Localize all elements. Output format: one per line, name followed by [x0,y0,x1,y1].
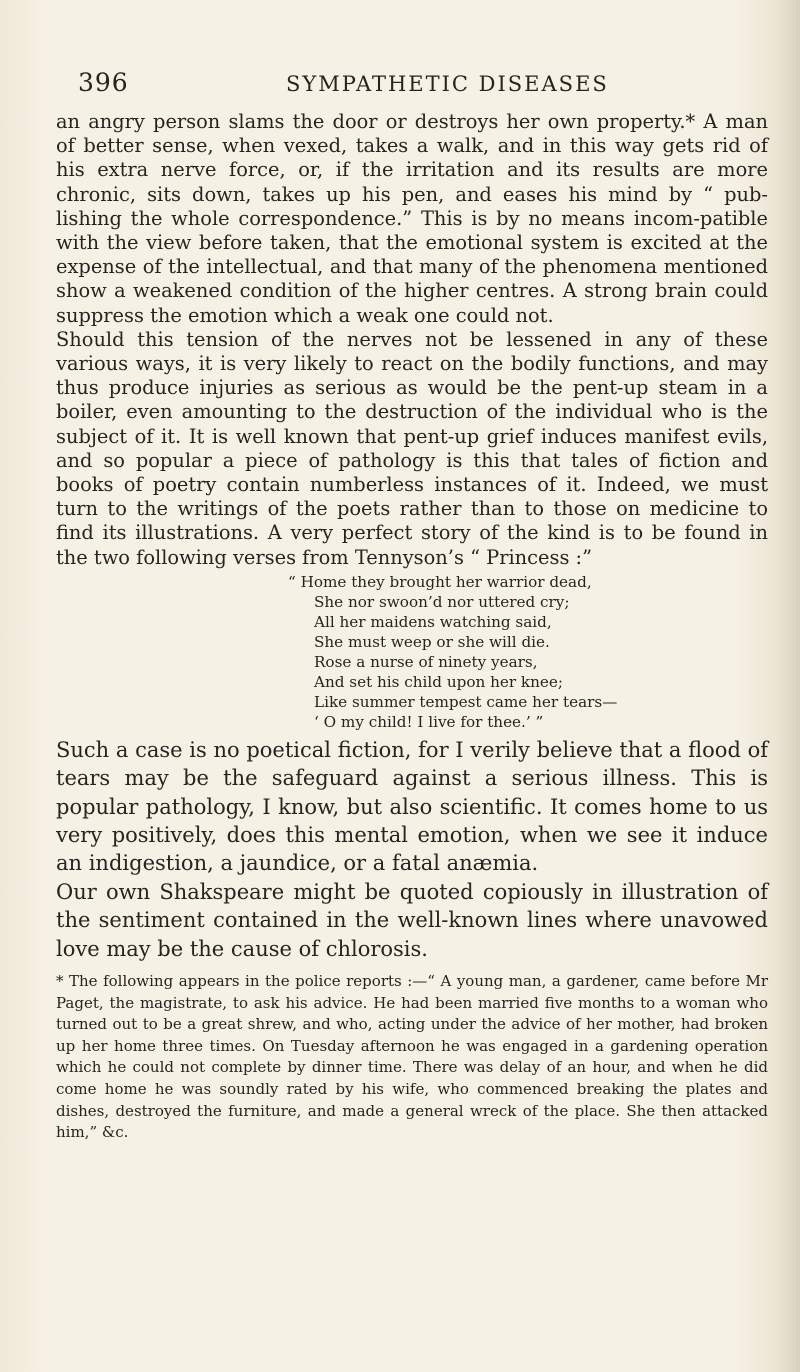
verse-line: She nor swoon’d nor uttered cry; [314,592,570,611]
paragraph-3: Such a case is no poetical fiction, for I verily believe that a flood of tears may be the safeguard against a serious illness. This is popular pathology, I know, but also scientific. It comes home to us very positively, does this mental emotion, when we see it induce an indigestion, a jaundice, or a fatal anæmia. [56,737,768,876]
page-body [56,110,768,1159]
verse-line: All her maidens watching said, [314,612,552,631]
page-number: 396 [78,68,129,97]
paragraph-2: Should this tension of the nerves not be lessened in any of these various ways, it is very likely to react on the bodily functions, and may thus produce injuries as serious as would be the pent-up steam in a boiler, even amounting to the destruction of the individual who is the subject of it. It is well known that pent-up grief induces manifest evils, and so popular a piece of pathology is this that tales of fiction and books of poetry contain numberless instances of it. Indeed, we must turn to the writings of the poets rather than to those on medicine to find its illustrations. A very perfect story of the kind is to be found in the two following verses from Tennyson’s “ Princess :” [56,327,768,569]
verse-line: “ Home they brought her warrior dead, [288,572,592,591]
verse-line: Like summer tempest came her tears— [314,692,618,711]
paragraph-1: an angry person slams the door or destroys her own property.* A man of better sense, when vexed, takes a walk, and in this way gets rid of his extra nerve force, or, if the irritation and its results are more chronic, sits down, takes up his pen, and eases his mind by “ pub-lishing the whole correspondence.” This is by no means incom-patible with the view before taken, that the emotional system is excited at the expense of the intellectual, and that many of the phenomena mentioned show a weakened condition of the higher centres. A strong brain could suppress the emotion which a weak one could not. [56,110,768,327]
verse-line: She must weep or she will die. [314,632,550,651]
verse-line: Rose a nurse of ninety years, [314,652,538,671]
paragraph-4: Our own Shakspeare might be quoted copiously in illustration of the sentiment contained in the well-known lines where unavowed love may be the cause of chlorosis. [56,879,768,961]
page-header [78,68,740,102]
footnote: * The following appears in the police reports :—“ A young man, a gardener, came before Mr Paget, the magistrate, to ask his advice. He had been married five months to a woman who turned out to be a great shrew, and who, acting under the advice of her mother, had broken up her home three times. On Tuesday afternoon he was engaged in a gardening operation which he could not complete by dinner time. There was delay of an hour, and when he did come home he was soundly rated by his wife, who commenced breaking the plates and dishes, destroyed the furniture, and made a general wreck of the place. She then attacked him,” &c. [56,972,768,1142]
verse-line: And set his child upon her knee; [314,672,564,691]
verse-line: ‘ O my child! I live for thee.’ ” [314,712,544,731]
verse-quotation [288,572,768,732]
running-head: SYMPATHETIC DISEASES [286,72,609,96]
